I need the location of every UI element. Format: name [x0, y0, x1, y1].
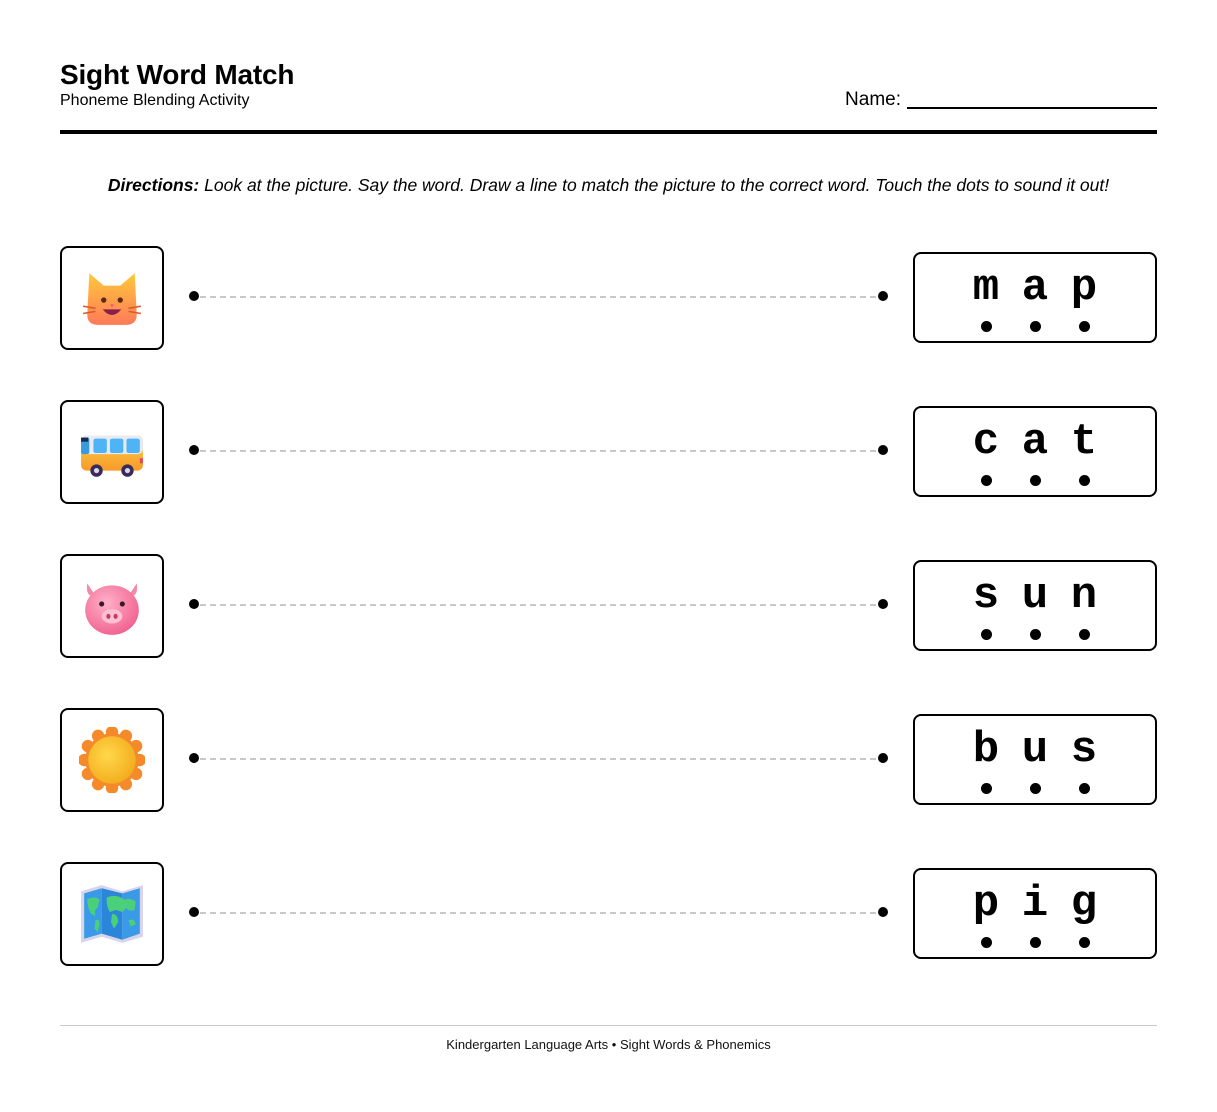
footer-divider [60, 1025, 1157, 1026]
letter: u [1021, 571, 1049, 621]
directions-text: Look at the picture. Say the word. Draw a line to match the picture to the correct word. Touch the dots to sound it out! [199, 175, 1110, 195]
phoneme-dot[interactable] [1030, 783, 1041, 794]
directions-label: Directions: [107, 175, 200, 195]
world-map-icon [79, 881, 145, 947]
word-card-bus[interactable] [913, 714, 1157, 805]
worksheet-header [60, 58, 1157, 134]
letter: a [1021, 417, 1049, 467]
match-row-4 [60, 708, 1157, 812]
word-card-cat[interactable] [913, 406, 1157, 497]
picture-card-pig[interactable] [60, 554, 164, 658]
phoneme-dot[interactable] [1079, 321, 1090, 332]
page-subtitle: Phoneme Blending Activity [60, 92, 250, 109]
phoneme-dot[interactable] [1030, 629, 1041, 640]
letter: a [1021, 263, 1049, 313]
name-write-line[interactable] [907, 107, 1157, 109]
phoneme-dot[interactable] [981, 937, 992, 948]
letter: c [972, 417, 1000, 467]
match-row-1 [60, 246, 1157, 350]
word-card-map[interactable] [913, 252, 1157, 343]
word-letters [915, 726, 1155, 794]
left-match-dot[interactable] [189, 907, 199, 917]
right-match-dot[interactable] [878, 445, 888, 455]
match-guide-line [200, 912, 876, 914]
right-match-dot[interactable] [878, 291, 888, 301]
match-guide-line [200, 758, 876, 760]
footer-text: Kindergarten Language Arts • Sight Words & Phonemics [446, 1037, 771, 1052]
phoneme-dot[interactable] [981, 475, 992, 486]
phoneme-dot[interactable] [981, 783, 992, 794]
left-match-dot[interactable] [189, 291, 199, 301]
match-row-5 [60, 862, 1157, 966]
bus-icon [79, 419, 145, 485]
page-title: Sight Word Match [60, 59, 295, 90]
right-match-dot[interactable] [878, 753, 888, 763]
picture-card-sun[interactable] [60, 708, 164, 812]
letter: t [1070, 417, 1098, 467]
left-match-dot[interactable] [189, 445, 199, 455]
letter: i [1021, 879, 1049, 929]
word-letters [915, 264, 1155, 332]
picture-card-bus[interactable] [60, 400, 164, 504]
letter: p [972, 879, 1000, 929]
phoneme-dot[interactable] [981, 321, 992, 332]
left-match-dot[interactable] [189, 599, 199, 609]
picture-card-cat[interactable] [60, 246, 164, 350]
left-match-dot[interactable] [189, 753, 199, 763]
name-field[interactable] [845, 89, 1157, 111]
letter: n [1070, 571, 1098, 621]
phoneme-dot[interactable] [1030, 321, 1041, 332]
directions [60, 175, 1157, 195]
pig-face-icon [79, 573, 145, 639]
picture-card-map[interactable] [60, 862, 164, 966]
letter: u [1021, 725, 1049, 775]
phoneme-dot[interactable] [1079, 937, 1090, 948]
letter: s [972, 571, 1000, 621]
match-guide-line [200, 296, 876, 298]
word-letters [915, 418, 1155, 486]
name-label: Name: [845, 89, 901, 110]
right-match-dot[interactable] [878, 599, 888, 609]
word-letters [915, 572, 1155, 640]
phoneme-dot[interactable] [1079, 783, 1090, 794]
letter: g [1070, 879, 1098, 929]
phoneme-dot[interactable] [1079, 629, 1090, 640]
word-letters [915, 880, 1155, 948]
match-guide-line [200, 604, 876, 606]
word-card-sun[interactable] [913, 560, 1157, 651]
phoneme-dot[interactable] [981, 629, 992, 640]
match-row-2 [60, 400, 1157, 504]
phoneme-dot[interactable] [1079, 475, 1090, 486]
letter: s [1070, 725, 1098, 775]
letter: p [1070, 263, 1098, 313]
word-card-pig[interactable] [913, 868, 1157, 959]
phoneme-dot[interactable] [1030, 475, 1041, 486]
right-match-dot[interactable] [878, 907, 888, 917]
letter: m [972, 263, 1000, 313]
letter: b [972, 725, 1000, 775]
match-guide-line [200, 450, 876, 452]
phoneme-dot[interactable] [1030, 937, 1041, 948]
header-divider [60, 130, 1157, 134]
cat-face-icon [79, 265, 145, 331]
sun-icon [79, 727, 145, 793]
match-row-3 [60, 554, 1157, 658]
